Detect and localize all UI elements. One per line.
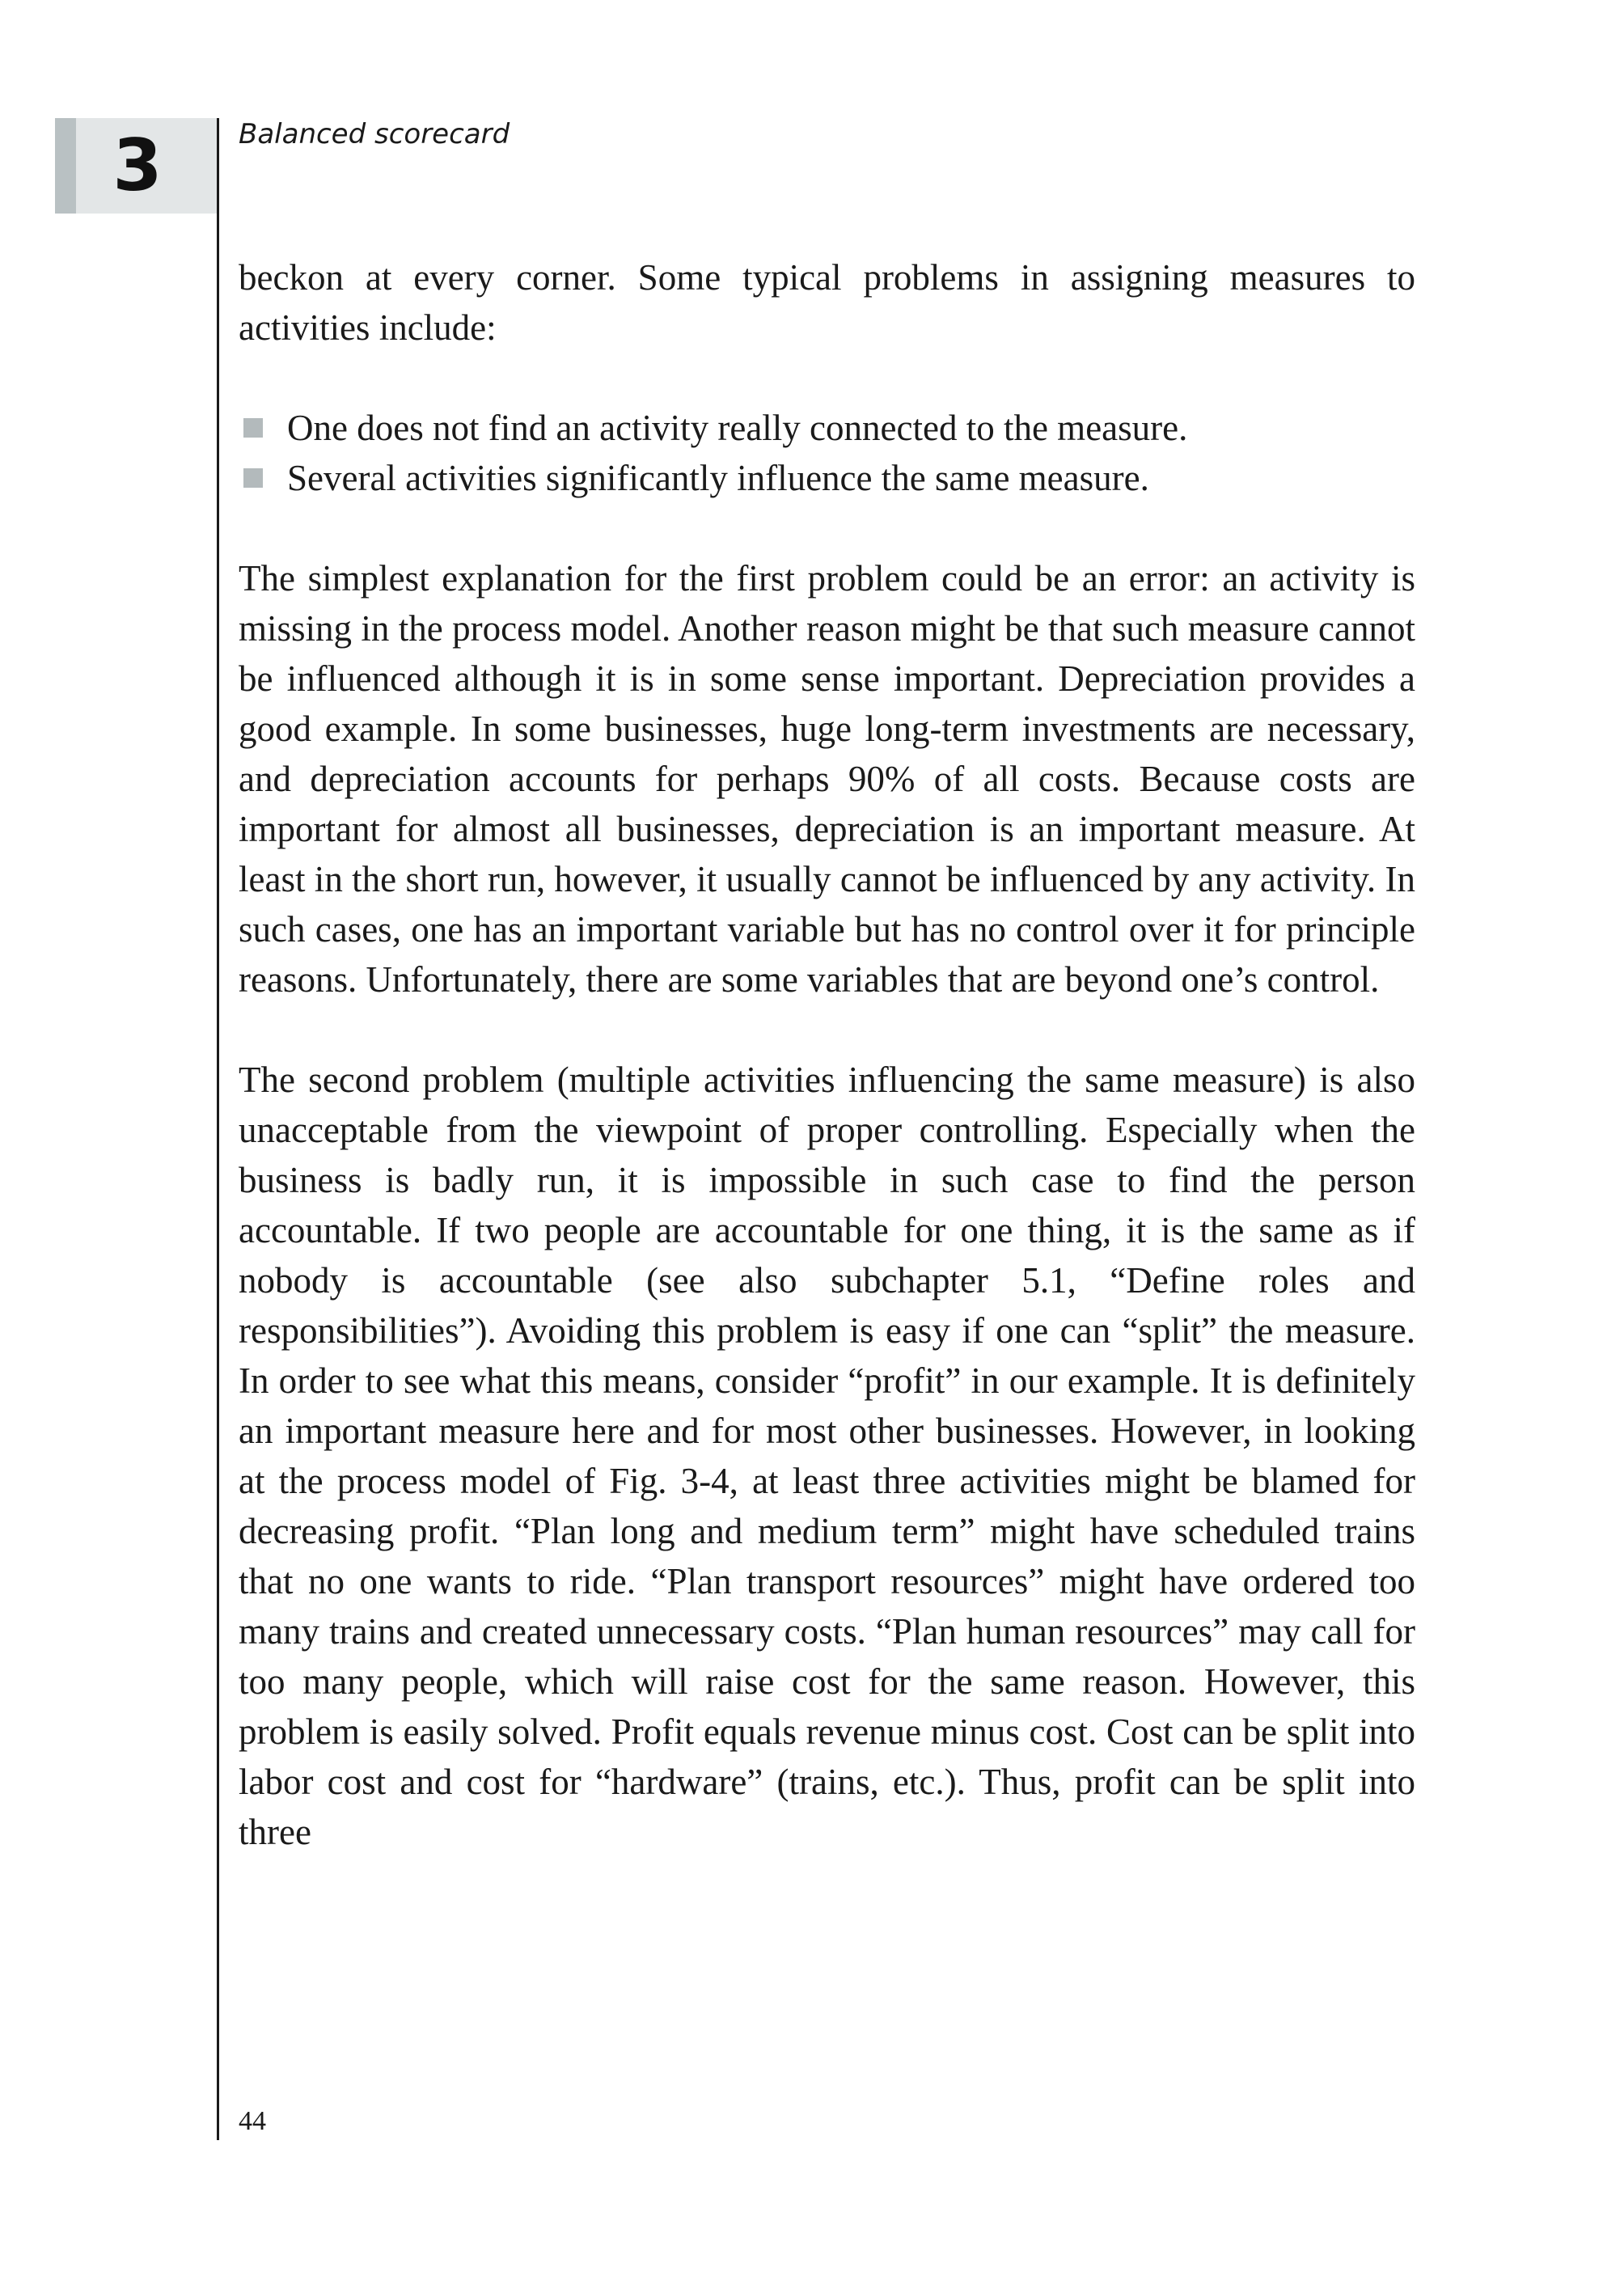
bullet-list bbox=[239, 403, 1415, 503]
margin-rule bbox=[217, 118, 219, 2140]
square-bullet-icon bbox=[243, 418, 263, 438]
running-head: Balanced scorecard bbox=[239, 118, 510, 150]
bullet-item bbox=[239, 453, 1415, 503]
chapter-tab-stripe bbox=[55, 118, 76, 214]
intro-paragraph: beckon at every corner. Some typical problems in assigning measures to activities include: bbox=[239, 257, 1415, 348]
bullet-text: Several activities significantly influence the same measure. bbox=[287, 458, 1149, 498]
bullet-text: One does not find an activity really connected to the measure. bbox=[287, 408, 1188, 448]
square-bullet-icon bbox=[243, 468, 263, 488]
chapter-number: 3 bbox=[112, 124, 163, 207]
bullet-item bbox=[239, 403, 1415, 453]
paragraph-depreciation: The simplest explanation for the first problem could be an error: an activity is missing in the process model. Another reason might be that such measure cannot be influenced although it is in some sense important. Depreciation provides a good example. In some businesses, huge long-term investments are necessary, and depreciation accounts for perhaps 90% of all costs. Because costs are important for almost all businesses, depreciation is an important measure. At least in the short run, however, it usually cannot be influenced by any activity. In such cases, one has an important variable but has no control over it for principle reasons. Unfortunately, there are some variables that are beyond one’s control. bbox=[239, 558, 1415, 1000]
page-number: 44 bbox=[239, 2106, 266, 2136]
paragraph-split-measure: The second problem (multiple activities influencing the same measure) is also unacceptable from the viewpoint of proper controlling. Especially when the business is badly run, it is impossible in such case to find the person accountable. If two people are accountable for one thing, it is the same as if nobody is accountable (see also subchapter 5.1, “Define roles and responsibilities”). Avoiding this problem is easy if one can “split” the measure. In order to see what this means, consider “profit” in our example. It is definitely an important measure here and for most other businesses. However, in looking at the process model of Fig. 3-4, at least three activities might be blamed for decreasing profit. “Plan long and medium term” might have scheduled trains that no one wants to ride. “Plan transport resources” might have ordered too many trains and created unnecessary costs. “Plan human resources” may call for too many people, which will raise cost for the same reason. However, this problem is easily solved. Profit equals revenue minus cost. Cost can be split into labor cost and cost for “hardware” (trains, etc.). Thus, profit can be split into three bbox=[239, 1060, 1415, 1852]
body-text bbox=[239, 252, 1415, 1907]
